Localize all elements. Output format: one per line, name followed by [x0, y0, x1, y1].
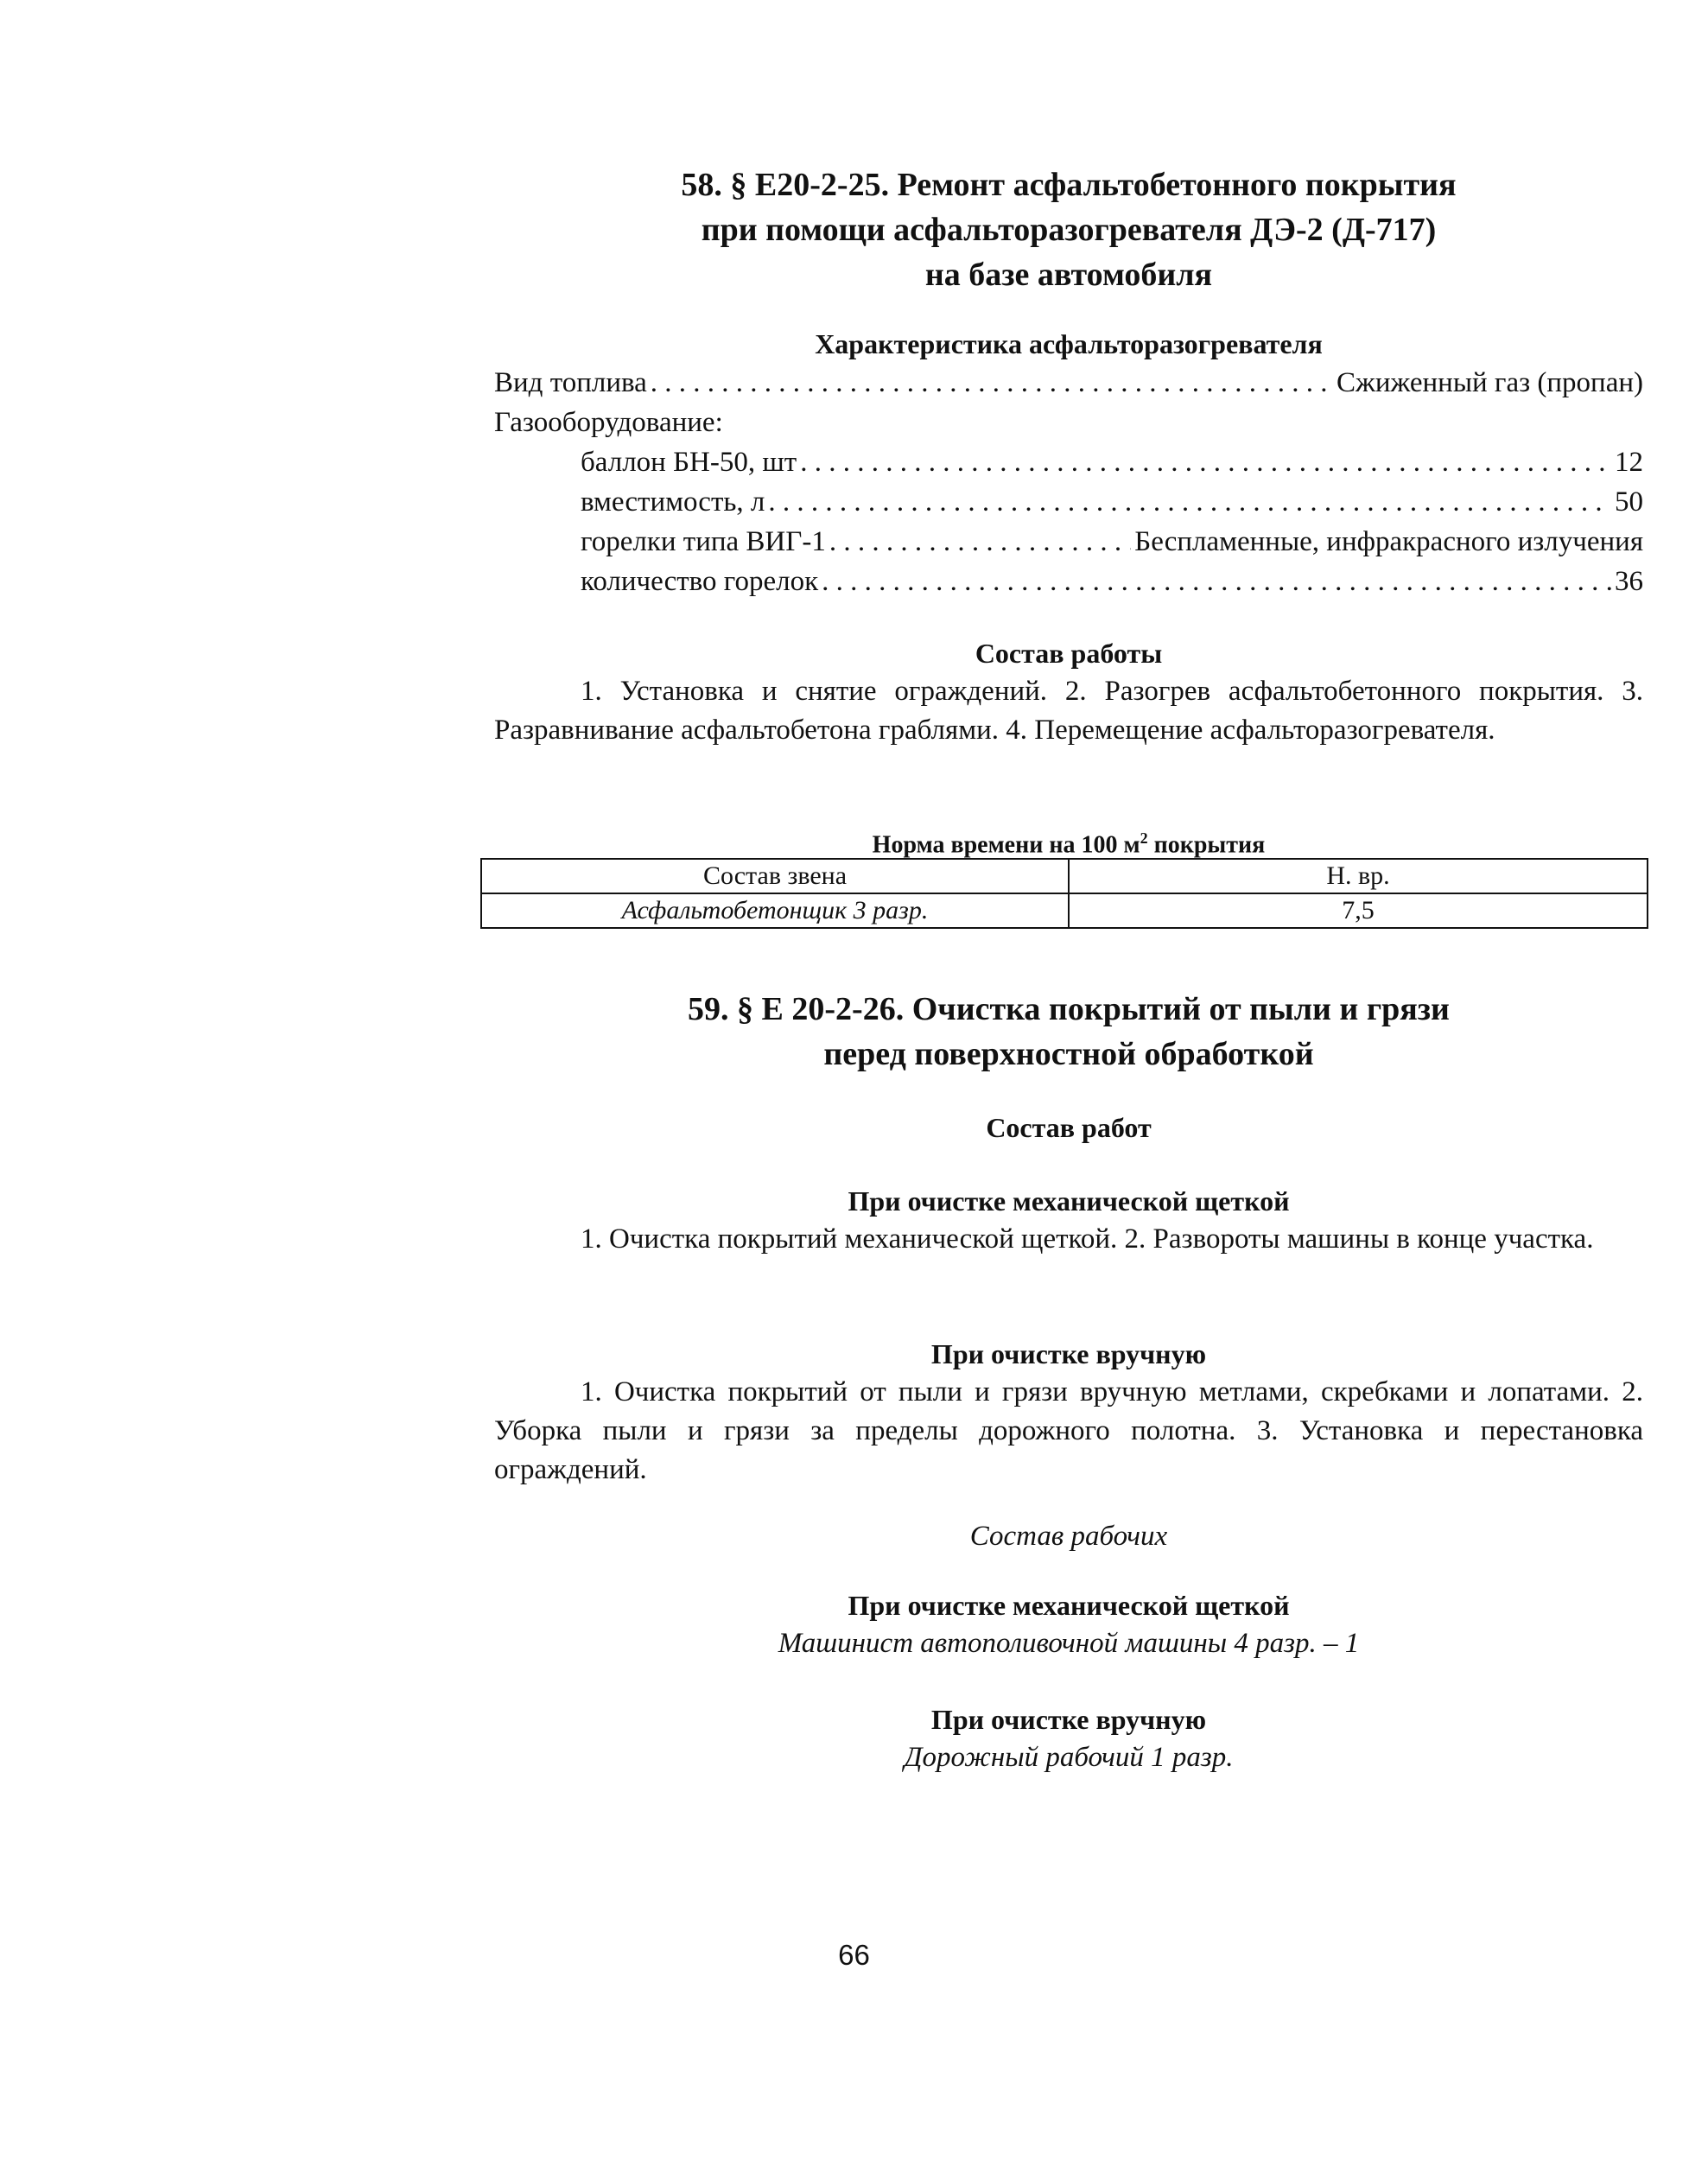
norm-table [480, 858, 1648, 929]
leader-dots [768, 482, 1611, 522]
spec-fuel [494, 363, 1643, 403]
table-cell: 7,5 [1069, 893, 1648, 928]
table-header-row [481, 859, 1648, 893]
norm-caption-sup: 2 [1140, 829, 1148, 847]
section-59-title [494, 987, 1643, 1077]
table-header-cell: Состав звена [481, 859, 1069, 893]
mech-cleaning-block [494, 1182, 1643, 1259]
spec-item [494, 522, 1643, 562]
leader-dots [800, 442, 1611, 482]
leader-dots [822, 562, 1611, 601]
work-heading: Состав работы [975, 638, 1163, 669]
workers-mech-text: Машинист автополивочной машины 4 разр. – 1 [778, 1628, 1360, 1659]
mech-text: 1. Очистка покрытий механической щеткой. 2. Развороты машины в конце участка. [581, 1223, 1594, 1255]
spec-item-value: 12 [1615, 447, 1643, 478]
spec-fuel-label: Вид топлива [494, 367, 647, 398]
norm-caption [494, 821, 1643, 862]
table-cell: Асфальтобетонщик 3 разр. [481, 893, 1069, 928]
page-number: 66 [838, 1939, 870, 1971]
table-header-cell: Н. вр. [1069, 859, 1648, 893]
manual-cleaning-block [494, 1335, 1643, 1490]
spec-item-value: 36 [1615, 566, 1643, 597]
workers-mech-heading: При очистке механической щеткой [848, 1590, 1290, 1621]
spec-fuel-value: Сжиженный газ (пропан) [1337, 367, 1643, 398]
spec-item-label: вместимость, л [581, 486, 765, 518]
work-text: 1. Установка и снятие ограждений. 2. Разогрев асфальтобетонного покрытия. 3. Разравнивание асфальтобетона граблями. 4. Перемещение асфальторазогревателя. [494, 676, 1643, 746]
spec-gas-equipment-label: Газооборудование: [494, 407, 723, 438]
norm-caption-main: Норма времени на 100 м [872, 831, 1140, 859]
section-59-title-line-1: 59. § Е 20-2-26. Очистка покрытий от пыли и грязи [688, 991, 1450, 1027]
spec-item-label: горелки типа ВИГ-1 [581, 526, 826, 557]
leader-dots [829, 522, 1131, 562]
manual-text: 1. Очистка покрытий от пыли и грязи вручную метлами, скребками и лопатами. 2. Уборка пыли и грязи за пределы дорожного полотна. 3. Установка и перестановка ограждений. [494, 1376, 1643, 1485]
mech-heading: При очистке механической щеткой [848, 1185, 1290, 1217]
workers-mech-block [494, 1586, 1643, 1663]
works-heading: Состав работ [986, 1112, 1152, 1143]
works-heading-block [494, 1109, 1643, 1147]
table-row [481, 893, 1648, 928]
section-58-title-line-3: на базе автомобиля [924, 257, 1213, 293]
characteristics-heading: Характеристика асфальторазогревателя [815, 328, 1323, 359]
section-58-title [494, 162, 1643, 297]
workers-heading: Состав рабочих [969, 1521, 1168, 1552]
workers-heading-block [494, 1517, 1643, 1556]
spec-item-label: количество горелок [581, 566, 819, 597]
spec-item [494, 442, 1643, 482]
section-59-title-line-2: перед поверхностной обработкой [823, 1036, 1314, 1072]
spec-item [494, 482, 1643, 522]
workers-manual-text: Дорожный рабочий 1 разр. [904, 1742, 1234, 1773]
section-58-title-line-2: при помощи асфальторазогревателя ДЭ-2 (Д-717) [701, 212, 1437, 248]
spec-item-label: баллон БН-50, шт [581, 447, 797, 478]
spec-item-value: 50 [1615, 486, 1643, 518]
norm-caption-tail: покрытия [1147, 831, 1266, 859]
leader-dots [651, 363, 1333, 403]
spec-gas-equipment [494, 403, 1643, 442]
section-58-title-line-1: 58. § Е20-2-25. Ремонт асфальтобетонного покрытия [681, 167, 1457, 203]
workers-manual-heading: При очистке вручную [930, 1704, 1207, 1735]
work-composition-block [494, 634, 1643, 750]
workers-manual-block [494, 1700, 1643, 1777]
characteristics-block [494, 325, 1643, 601]
spec-item [494, 562, 1643, 601]
manual-heading: При очистке вручную [930, 1338, 1207, 1369]
spec-item-value: Беспламенные, инфракрасного излучения [1134, 526, 1643, 557]
